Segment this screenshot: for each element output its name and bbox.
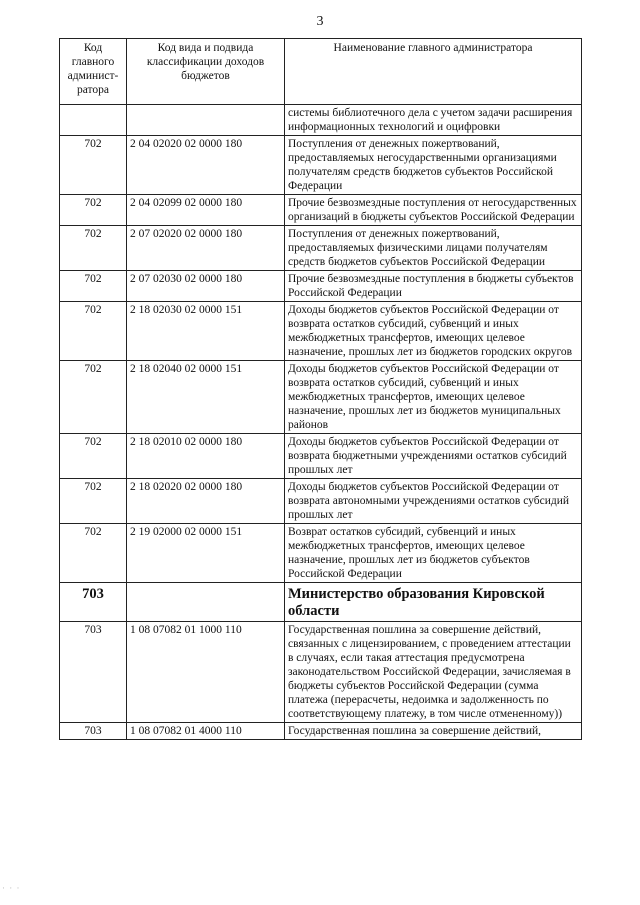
table-row [60, 195, 582, 226]
header-revenue-code: Код вида и подвида классификации доходов бюджетов [127, 39, 285, 105]
cell-revenue-code: 2 18 02010 02 0000 180 [127, 434, 285, 479]
cell-admin-code: 703 [60, 723, 127, 740]
cell-revenue-code: 2 04 02020 02 0000 180 [127, 136, 285, 195]
table-row [60, 226, 582, 271]
scan-artifact: · · · [2, 883, 21, 893]
cell-admin-name: Министерство образования Кировской области [285, 583, 582, 622]
cell-admin-code: 702 [60, 434, 127, 479]
cell-revenue-code: 2 07 02020 02 0000 180 [127, 226, 285, 271]
cell-admin-code: 703 [60, 622, 127, 723]
table-row-organization [60, 583, 582, 622]
cell-revenue-code: 2 18 02020 02 0000 180 [127, 479, 285, 524]
table-row [60, 136, 582, 195]
cell-admin-name: Государственная пошлина за совершение действий, [285, 723, 582, 740]
cell-admin-name: Доходы бюджетов субъектов Российской Федерации от возврата бюджетными учреждениями остатков субсидий прошлых лет [285, 434, 582, 479]
table-row [60, 361, 582, 434]
cell-admin-code: 702 [60, 302, 127, 361]
table-row [60, 723, 582, 740]
cell-revenue-code: 2 18 02040 02 0000 151 [127, 361, 285, 434]
cell-revenue-code: 1 08 07082 01 1000 110 [127, 622, 285, 723]
header-admin-code: Код главного админист-ратора [60, 39, 127, 105]
cell-admin-name: Доходы бюджетов субъектов Российской Федерации от возврата остатков субсидий, субвенций и иных межбюджетных трансфертов, имеющих целевое назначение, прошлых лет из бюджетов муниципальных районов [285, 361, 582, 434]
cell-admin-name: системы библиотечного дела с учетом задачи расширения информационных технологий и оцифровки [285, 105, 582, 136]
cell-admin-name: Прочие безвозмездные поступления в бюджеты субъектов Российской Федерации [285, 271, 582, 302]
cell-admin-code: 702 [60, 136, 127, 195]
table-row [60, 479, 582, 524]
cell-admin-code: 702 [60, 361, 127, 434]
cell-revenue-code [127, 105, 285, 136]
table-row [60, 271, 582, 302]
cell-admin-code: 702 [60, 195, 127, 226]
cell-revenue-code: 1 08 07082 01 4000 110 [127, 723, 285, 740]
table-body [60, 105, 582, 740]
table-row [60, 302, 582, 361]
cell-revenue-code [127, 583, 285, 622]
page-number: 3 [316, 14, 324, 29]
cell-admin-name: Доходы бюджетов субъектов Российской Федерации от возврата остатков субсидий, субвенций и иных межбюджетных трансфертов, имеющих целевое назначение, прошлых лет из бюджетов городских округов [285, 302, 582, 361]
cell-revenue-code: 2 19 02000 02 0000 151 [127, 524, 285, 583]
cell-revenue-code: 2 04 02099 02 0000 180 [127, 195, 285, 226]
cell-admin-name: Доходы бюджетов субъектов Российской Федерации от возврата автономными учреждениями остатков субсидий прошлых лет [285, 479, 582, 524]
cell-revenue-code: 2 18 02030 02 0000 151 [127, 302, 285, 361]
cell-admin-code [60, 105, 127, 136]
cell-admin-name: Возврат остатков субсидий, субвенций и иных межбюджетных трансфертов, имеющих целевое назначение, прошлых лет из бюджетов субъектов Российской Федерации [285, 524, 582, 583]
cell-admin-name: Поступления от денежных пожертвований, предоставляемых негосударственными организациями получателям средств бюджетов субъектов Российской Федерации [285, 136, 582, 195]
revenue-administrators-table [59, 38, 582, 740]
table-row [60, 622, 582, 723]
cell-admin-name: Поступления от денежных пожертвований, предоставляемых физическими лицами получателям средств бюджетов субъектов Российской Федерации [285, 226, 582, 271]
table-row [60, 434, 582, 479]
header-admin-name: Наименование главного администратора [285, 39, 582, 105]
cell-admin-code: 702 [60, 271, 127, 302]
cell-admin-code: 702 [60, 226, 127, 271]
cell-admin-code: 703 [60, 583, 127, 622]
table-header-row [60, 39, 582, 105]
table-row [60, 524, 582, 583]
cell-admin-code: 702 [60, 479, 127, 524]
cell-admin-code: 702 [60, 524, 127, 583]
table-row [60, 105, 582, 136]
cell-admin-name: Государственная пошлина за совершение действий, связанных с лицензированием, с проведением аттестации в случаях, если такая аттестация предусмотрена законодательством Российской Федерации, зачисляемая в бюджеты субъектов Российской Федерации (сумма платежа (перерасчеты, недоимка и задолженность по соответствующему платежу, в том числе отмененному)) [285, 622, 582, 723]
cell-admin-name: Прочие безвозмездные поступления от негосударственных организаций в бюджеты субъектов Российской Федерации [285, 195, 582, 226]
cell-revenue-code: 2 07 02030 02 0000 180 [127, 271, 285, 302]
